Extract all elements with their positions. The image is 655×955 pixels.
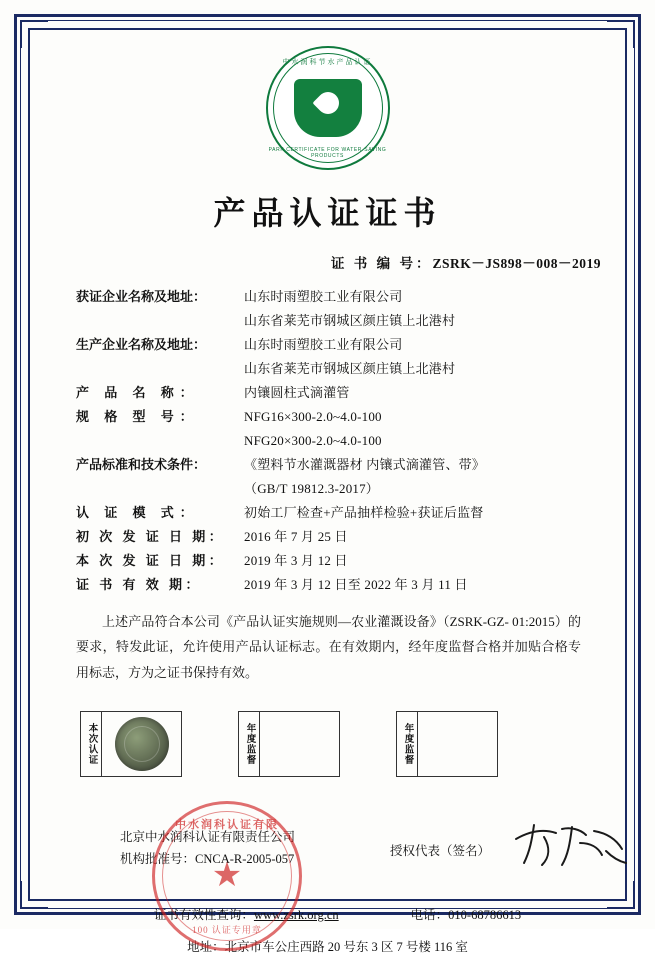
- field-label: 获证企业名称及地址：: [76, 289, 207, 304]
- emblem-bottom-text: PARK CERTIFICATE FOR WATER-SAVING PRODUCTS: [268, 147, 387, 159]
- field-value: 初始工厂检查+产品抽样检验+获证后监督: [244, 505, 484, 520]
- field-value: 2019 年 3 月 12 日至 2022 年 3 月 11 日: [244, 577, 468, 592]
- box-initial-certification: [80, 711, 182, 777]
- field-value: 山东省莱芜市钢城区颜庄镇上北港村: [244, 361, 456, 376]
- field-row: [76, 478, 595, 497]
- emblem-container: [40, 46, 615, 170]
- box-body: [102, 712, 181, 776]
- certification-emblem-icon: [266, 46, 390, 170]
- phone-label: 电话：: [410, 908, 449, 923]
- box-annual-surveillance-1: [238, 711, 340, 777]
- seal-top-text: 中水润科认证有限: [175, 819, 279, 832]
- phone-group: [411, 905, 521, 923]
- website-link[interactable]: www.zsrk.org.cn: [253, 908, 339, 923]
- field-list: [40, 286, 615, 593]
- field-row: [76, 406, 595, 425]
- field-row: [76, 454, 595, 473]
- address-label: 地址：: [187, 940, 225, 955]
- certification-stamp-icon: [115, 717, 169, 771]
- box-body: [418, 712, 497, 776]
- issuer-approval-number: 机构批准号：CNCA-R-2005-057: [120, 851, 295, 866]
- footer-contact: [40, 905, 615, 923]
- field-row: [76, 502, 595, 521]
- box-label: 年度监督: [239, 712, 260, 776]
- handwritten-signature-icon: [510, 817, 630, 873]
- surveillance-boxes: [40, 711, 615, 777]
- issuer-organization: 北京中水润科认证有限责任公司: [120, 830, 296, 845]
- field-label: 规 格 型 号：: [76, 409, 199, 424]
- field-row: [76, 310, 595, 329]
- field-value: 内镶圆柱式滴灌管: [244, 385, 350, 400]
- field-label: 证 书 有 效 期：: [76, 577, 203, 592]
- field-value: （GB/T 19812.3-2017）: [244, 481, 380, 496]
- box-label: 年度监督: [397, 712, 418, 776]
- field-row: [76, 334, 595, 353]
- field-value: 山东时雨塑胶工业有限公司: [244, 289, 403, 304]
- certificate-number: [40, 252, 615, 272]
- issuer-info: [120, 827, 295, 871]
- website-group: [154, 905, 339, 923]
- box-label: 本次认证: [81, 712, 102, 776]
- certificate-number-label: 证 书 编 号：: [330, 256, 433, 271]
- page-title: 产品认证证书: [213, 194, 442, 232]
- field-value: 《塑料节水灌溉器材 内镶式滴灌管、带》: [244, 457, 486, 472]
- seal-bottom-text: 100 认证专用章: [192, 925, 262, 936]
- field-row: [76, 286, 595, 305]
- field-label: 生产企业名称及地址：: [76, 337, 207, 352]
- field-label: 认 证 模 式：: [76, 505, 199, 520]
- field-row: [76, 358, 595, 377]
- field-value: NFG16×300-2.0~4.0-100: [244, 409, 382, 424]
- field-label: 初 次 发 证 日 期：: [76, 529, 226, 544]
- field-row: [76, 550, 595, 569]
- field-row: [76, 574, 595, 593]
- phone-value: 010-68786613: [448, 908, 522, 923]
- authorized-representative-label: 授权代表（签名）: [390, 844, 491, 859]
- field-value: NFG20×300-2.0~4.0-100: [244, 433, 382, 448]
- field-value: 2016 年 7 月 25 日: [244, 529, 348, 544]
- field-value: 山东时雨塑胶工业有限公司: [244, 337, 403, 352]
- seal-star-icon: ★: [211, 857, 243, 895]
- field-value: 山东省莱芜市钢城区颜庄镇上北港村: [244, 313, 456, 328]
- field-value: 2019 年 3 月 12 日: [244, 553, 348, 568]
- field-row: [76, 526, 595, 545]
- address-value: 北京市车公庄西路 20 号东 3 区 7 号楼 116 室: [224, 940, 468, 955]
- statement-paragraph: 上述产品符合本公司《产品认证实施规则—农业灌溉设备》（ZSRK-GZ- 01:2015）的要求，特发此证，允许使用产品认证标志。在有效期内，经年度监督合格并加贴合格专用标志，方为之证书保持有效。: [76, 614, 581, 680]
- certificate-content: [40, 38, 615, 955]
- website-label: 证书有效性查询：: [153, 908, 254, 923]
- field-label: 本 次 发 证 日 期：: [76, 553, 226, 568]
- field-row: [76, 430, 595, 449]
- certificate-number-value: ZSRK－JS898－008－2019: [432, 256, 601, 271]
- field-row: [76, 382, 595, 401]
- emblem-top-text: 中水润科节水产品认证: [282, 59, 373, 66]
- field-label: 产 品 名 称：: [76, 385, 199, 400]
- box-annual-surveillance-2: [396, 711, 498, 777]
- field-label: 产品标准和技术条件：: [76, 457, 207, 472]
- box-body: [260, 712, 339, 776]
- footer-address: [40, 937, 615, 955]
